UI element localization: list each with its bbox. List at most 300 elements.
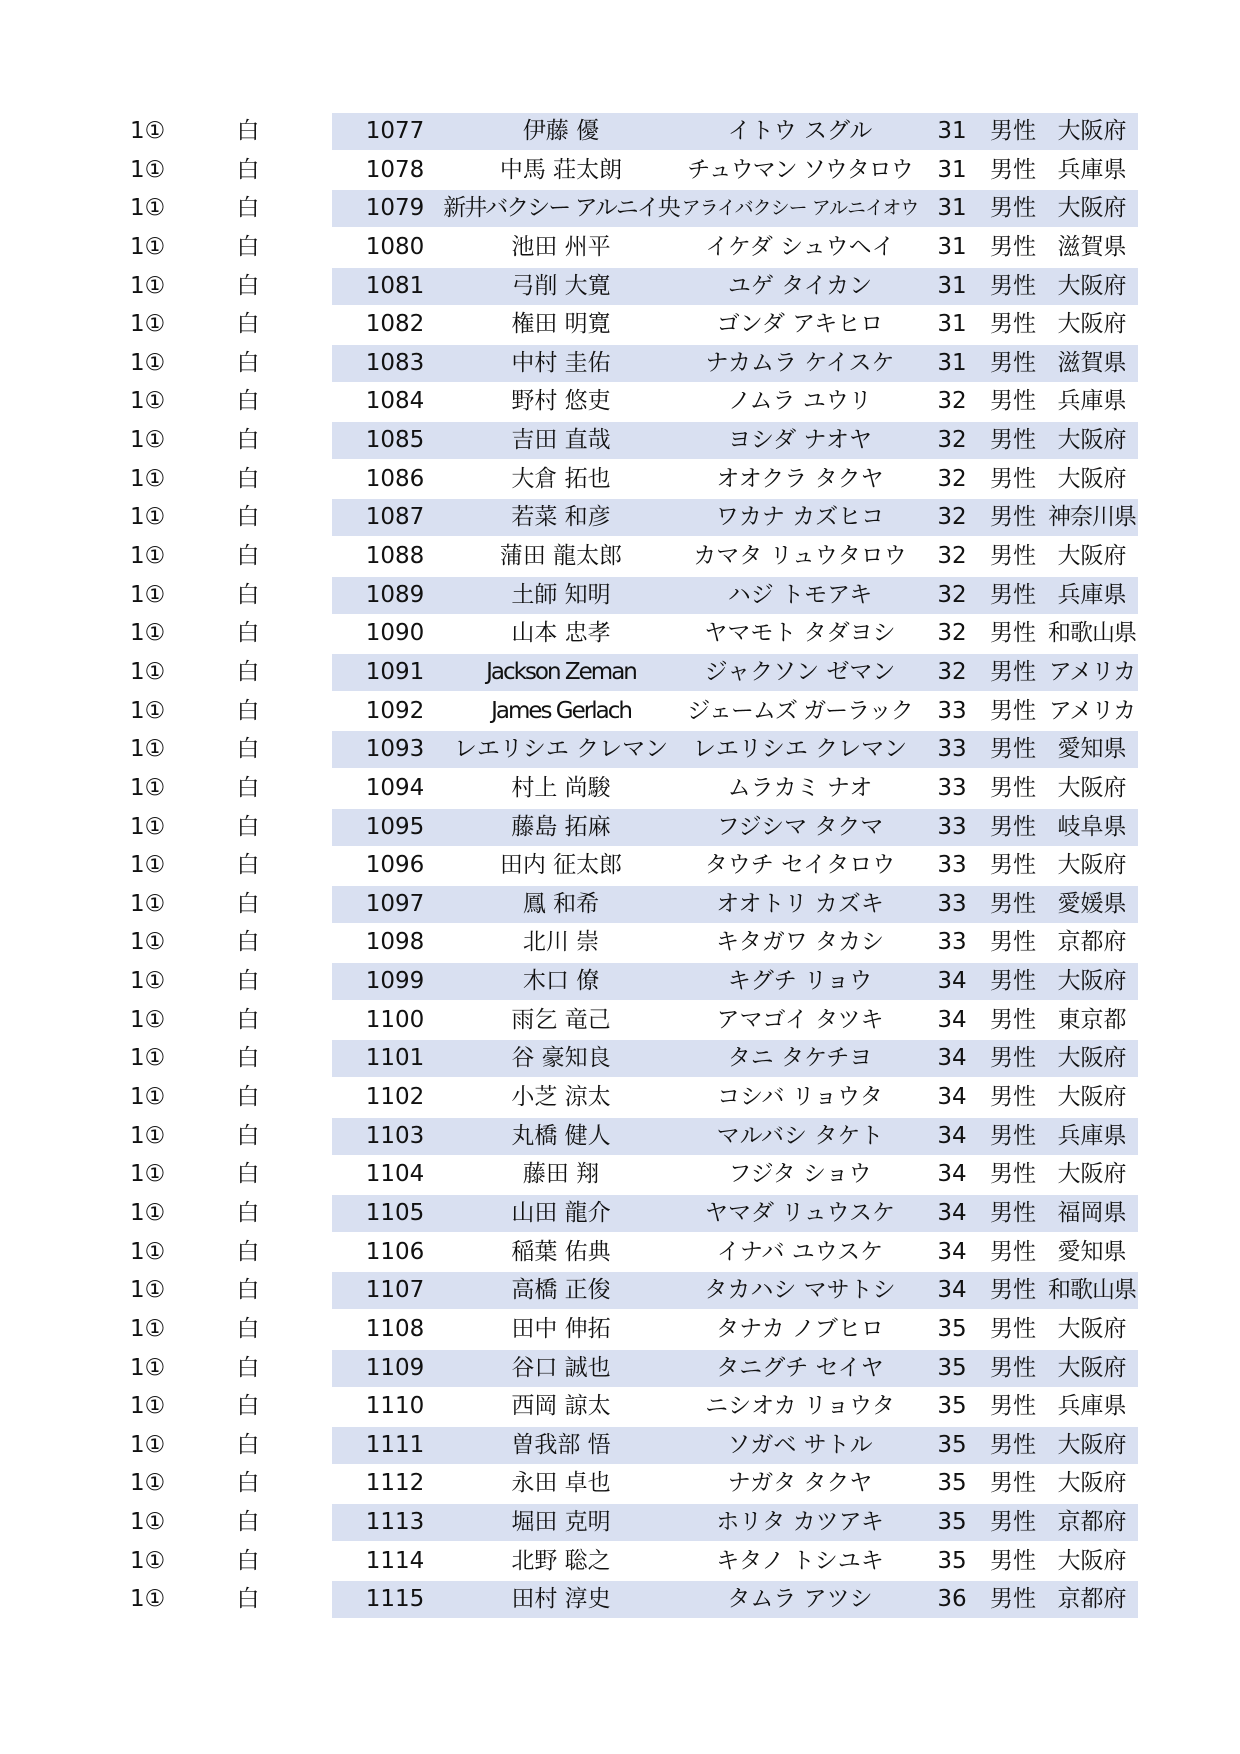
division-cell: 1① [130, 427, 166, 454]
division-cell: 1① [130, 581, 166, 608]
gender-cell: 男性 [990, 697, 1036, 724]
division-cell: 1① [130, 1161, 166, 1188]
gender-cell: 男性 [990, 1315, 1036, 1342]
kana-cell: アマゴイ タツキ [716, 1006, 884, 1033]
gender-cell: 男性 [990, 1547, 1036, 1574]
color-cell: 白 [236, 1470, 260, 1497]
division-cell: 1① [130, 1470, 166, 1497]
name-cell: James Gerlach [491, 697, 631, 724]
kana-cell: アライバクシー アルニイオウ [681, 197, 919, 220]
division-cell: 1① [130, 1006, 166, 1033]
kana-cell: ホリタ カツアキ [716, 1509, 884, 1536]
gender-cell: 男性 [990, 813, 1036, 840]
color-cell: 白 [236, 233, 260, 260]
age-cell: 34 [937, 1277, 967, 1304]
gender-cell: 男性 [990, 1045, 1036, 1072]
entry-number-cell: 1089 [365, 581, 425, 608]
color-cell: 白 [236, 774, 260, 801]
age-cell: 32 [937, 581, 967, 608]
entry-number-cell: 1087 [365, 504, 425, 531]
color-cell: 白 [236, 968, 260, 995]
gender-cell: 男性 [990, 890, 1036, 917]
age-cell: 35 [937, 1509, 967, 1536]
name-cell: 若菜 和彦 [511, 504, 611, 531]
kana-cell: タナカ ノブヒロ [716, 1315, 884, 1342]
gender-cell: 男性 [990, 1238, 1036, 1265]
prefecture-cell: 京都府 [1057, 1586, 1127, 1613]
gender-cell: 男性 [990, 658, 1036, 685]
table-row [130, 1427, 1140, 1466]
name-cell: 曽我部 悟 [511, 1431, 611, 1458]
prefecture-cell: 兵庫県 [1057, 156, 1127, 183]
name-cell: 雨乞 竜己 [511, 1006, 611, 1033]
table-row [130, 113, 1140, 152]
kana-cell: オオトリ カズキ [716, 890, 884, 917]
division-cell: 1① [130, 658, 166, 685]
entry-number-cell: 1106 [365, 1238, 425, 1265]
gender-cell: 男性 [990, 1393, 1036, 1420]
division-cell: 1① [130, 1354, 166, 1381]
name-cell: 吉田 直哉 [511, 427, 611, 454]
gender-cell: 男性 [990, 1354, 1036, 1381]
prefecture-cell: 大阪府 [1057, 1354, 1127, 1381]
table-row [130, 1543, 1140, 1582]
table-row [130, 731, 1140, 770]
entry-number-cell: 1102 [365, 1084, 425, 1111]
color-cell: 白 [236, 813, 260, 840]
age-cell: 31 [937, 349, 967, 376]
age-cell: 34 [937, 968, 967, 995]
table-row [130, 1465, 1140, 1504]
division-cell: 1① [130, 233, 166, 260]
gender-cell: 男性 [990, 736, 1036, 763]
name-cell: 高橋 正俊 [511, 1277, 611, 1304]
division-cell: 1① [130, 813, 166, 840]
name-cell: 村上 尚駿 [511, 774, 611, 801]
table-row [130, 1581, 1140, 1620]
kana-cell: イトウ スグル [727, 118, 873, 144]
age-cell: 34 [937, 1045, 967, 1072]
prefecture-cell: 兵庫県 [1057, 1393, 1127, 1420]
age-cell: 33 [937, 813, 967, 840]
division-cell: 1① [130, 1238, 166, 1265]
division-cell: 1① [130, 1586, 166, 1613]
division-cell: 1① [130, 118, 166, 144]
table-row [130, 499, 1140, 538]
entry-number-cell: 1081 [365, 272, 425, 299]
entry-number-cell: 1096 [365, 852, 425, 879]
age-cell: 34 [937, 1084, 967, 1111]
kana-cell: チュウマン ソウタロウ [687, 156, 913, 183]
color-cell: 白 [236, 465, 260, 492]
color-cell: 白 [236, 504, 260, 531]
name-cell: 北川 崇 [522, 929, 600, 956]
kana-cell: オオクラ タクヤ [716, 465, 884, 492]
kana-cell: ワカナ カズヒコ [715, 504, 885, 531]
color-cell: 白 [236, 1277, 260, 1304]
gender-cell: 男性 [990, 581, 1036, 608]
name-cell: 稲葉 佑典 [511, 1238, 611, 1265]
name-cell: 西岡 諒太 [511, 1393, 611, 1420]
age-cell: 35 [937, 1354, 967, 1381]
division-cell: 1① [130, 1199, 166, 1226]
table-row [130, 963, 1140, 1002]
entry-number-cell: 1100 [365, 1006, 425, 1033]
name-cell: 丸橋 健人 [511, 1122, 611, 1149]
age-cell: 36 [937, 1586, 967, 1613]
gender-cell: 男性 [990, 543, 1036, 570]
color-cell: 白 [236, 272, 260, 299]
division-cell: 1① [130, 1277, 166, 1304]
entry-number-cell: 1091 [365, 658, 425, 685]
age-cell: 34 [937, 1238, 967, 1265]
gender-cell: 男性 [990, 349, 1036, 376]
division-cell: 1① [130, 929, 166, 956]
name-cell: 中馬 荘太朗 [499, 156, 623, 183]
prefecture-cell: 滋賀県 [1057, 233, 1127, 260]
division-cell: 1① [130, 1393, 166, 1420]
age-cell: 34 [937, 1161, 967, 1188]
age-cell: 35 [937, 1431, 967, 1458]
entry-number-cell: 1107 [365, 1277, 425, 1304]
name-cell: レエリシエ クレマン [453, 736, 669, 763]
roster-table [130, 113, 1140, 1620]
prefecture-cell: 大阪府 [1057, 852, 1127, 879]
division-cell: 1① [130, 1315, 166, 1342]
prefecture-cell: 兵庫県 [1057, 1122, 1127, 1149]
table-row [130, 422, 1140, 461]
kana-cell: コシバ リョウタ [717, 1084, 883, 1111]
age-cell: 32 [937, 427, 967, 454]
table-row [130, 1388, 1140, 1427]
name-cell: 池田 州平 [511, 233, 611, 260]
age-cell: 31 [937, 311, 967, 338]
prefecture-cell: 滋賀県 [1057, 349, 1127, 376]
name-cell: 山田 龍介 [511, 1199, 611, 1226]
entry-number-cell: 1095 [365, 813, 425, 840]
age-cell: 32 [937, 620, 967, 647]
division-cell: 1① [130, 311, 166, 338]
table-row [130, 190, 1140, 229]
table-row [130, 1040, 1140, 1079]
name-cell: 田村 淳史 [511, 1586, 611, 1613]
kana-cell: ムラカミ ナオ [727, 774, 873, 801]
entry-number-cell: 1084 [365, 388, 425, 415]
color-cell: 白 [236, 156, 260, 183]
division-cell: 1① [130, 156, 166, 183]
division-cell: 1① [130, 1122, 166, 1149]
name-cell: 木口 僚 [522, 968, 600, 995]
gender-cell: 男性 [990, 1084, 1036, 1111]
table-row [130, 1234, 1140, 1273]
name-cell: 田内 征太郎 [499, 852, 623, 879]
entry-number-cell: 1092 [365, 697, 425, 724]
age-cell: 33 [937, 697, 967, 724]
prefecture-cell: 大阪府 [1057, 1470, 1127, 1497]
age-cell: 33 [937, 852, 967, 879]
color-cell: 白 [236, 1586, 260, 1613]
prefecture-cell: 大阪府 [1057, 195, 1127, 222]
gender-cell: 男性 [990, 465, 1036, 492]
table-row [130, 924, 1140, 963]
color-cell: 白 [236, 620, 260, 647]
kana-cell: イケダ シュウヘイ [705, 233, 895, 260]
entry-number-cell: 1115 [365, 1586, 425, 1613]
prefecture-cell: 大阪府 [1057, 465, 1127, 492]
kana-cell: タニ タケチヨ [727, 1045, 873, 1072]
division-cell: 1① [130, 388, 166, 415]
age-cell: 33 [937, 736, 967, 763]
entry-number-cell: 1094 [365, 774, 425, 801]
table-row [130, 770, 1140, 809]
table-row [130, 809, 1140, 848]
age-cell: 32 [937, 504, 967, 531]
division-cell: 1① [130, 852, 166, 879]
entry-number-cell: 1110 [365, 1393, 425, 1420]
color-cell: 白 [236, 349, 260, 376]
table-row [130, 306, 1140, 345]
color-cell: 白 [236, 1315, 260, 1342]
gender-cell: 男性 [990, 1470, 1036, 1497]
prefecture-cell: 兵庫県 [1057, 388, 1127, 415]
kana-cell: タニグチ セイヤ [716, 1354, 884, 1381]
table-row [130, 538, 1140, 577]
color-cell: 白 [236, 1509, 260, 1536]
kana-cell: フジシマ タクマ [716, 813, 884, 840]
entry-number-cell: 1108 [365, 1315, 425, 1342]
division-cell: 1① [130, 620, 166, 647]
name-cell: 小芝 涼太 [511, 1084, 611, 1111]
table-row [130, 615, 1140, 654]
color-cell: 白 [236, 1045, 260, 1072]
division-cell: 1① [130, 697, 166, 724]
name-cell: 田中 伸拓 [511, 1315, 611, 1342]
division-cell: 1① [130, 1045, 166, 1072]
entry-number-cell: 1104 [365, 1161, 425, 1188]
kana-cell: タムラ アツシ [727, 1586, 873, 1613]
division-cell: 1① [130, 1547, 166, 1574]
name-cell: 堀田 克明 [511, 1509, 611, 1536]
color-cell: 白 [236, 1006, 260, 1033]
prefecture-cell: 神奈川県 [1048, 504, 1136, 531]
prefecture-cell: 大阪府 [1057, 427, 1127, 454]
gender-cell: 男性 [990, 156, 1036, 183]
color-cell: 白 [236, 890, 260, 917]
gender-cell: 男性 [990, 1199, 1036, 1226]
color-cell: 白 [236, 427, 260, 454]
entry-number-cell: 1114 [365, 1547, 425, 1574]
prefecture-cell: 愛媛県 [1057, 890, 1127, 917]
entry-number-cell: 1085 [365, 427, 425, 454]
prefecture-cell: 大阪府 [1057, 118, 1127, 144]
kana-cell: ニシオカ リョウタ [705, 1393, 895, 1420]
division-cell: 1① [130, 1084, 166, 1111]
color-cell: 白 [236, 1393, 260, 1420]
prefecture-cell: 大阪府 [1057, 1045, 1127, 1072]
table-row [130, 1350, 1140, 1389]
age-cell: 35 [937, 1547, 967, 1574]
kana-cell: ヤマモト タダヨシ [704, 620, 896, 647]
table-row [130, 847, 1140, 886]
name-cell: 藤島 拓麻 [511, 813, 611, 840]
age-cell: 35 [937, 1393, 967, 1420]
name-cell: 北野 聡之 [511, 1547, 611, 1574]
age-cell: 34 [937, 1199, 967, 1226]
table-row [130, 383, 1140, 422]
gender-cell: 男性 [990, 774, 1036, 801]
gender-cell: 男性 [990, 1006, 1036, 1033]
kana-cell: フジタ ショウ [728, 1161, 872, 1188]
division-cell: 1① [130, 272, 166, 299]
name-cell: 伊藤 優 [522, 118, 600, 144]
prefecture-cell: 大阪府 [1057, 272, 1127, 299]
kana-cell: マルバシ タケト [716, 1122, 884, 1149]
division-cell: 1① [130, 774, 166, 801]
name-cell: 権田 明寛 [511, 311, 611, 338]
table-row [130, 886, 1140, 925]
entry-number-cell: 1103 [365, 1122, 425, 1149]
table-row [130, 1118, 1140, 1157]
kana-cell: イナバ ユウスケ [716, 1238, 884, 1265]
table-row [130, 1504, 1140, 1543]
kana-cell: レエリシエ クレマン [692, 736, 908, 763]
entry-number-cell: 1112 [365, 1470, 425, 1497]
kana-cell: ソガベ サトル [727, 1431, 873, 1458]
kana-cell: ヤマダ リュウスケ [705, 1199, 895, 1226]
name-cell: 新井バクシー アルニイ央 [443, 195, 679, 222]
kana-cell: ナカムラ ケイスケ [705, 349, 895, 376]
prefecture-cell: 東京都 [1057, 1006, 1127, 1033]
division-cell: 1① [130, 349, 166, 376]
gender-cell: 男性 [990, 620, 1036, 647]
color-cell: 白 [236, 311, 260, 338]
name-cell: 土師 知明 [511, 581, 611, 608]
age-cell: 35 [937, 1470, 967, 1497]
gender-cell: 男性 [990, 1509, 1036, 1536]
prefecture-cell: 大阪府 [1057, 774, 1127, 801]
table-row [130, 152, 1140, 191]
entry-number-cell: 1105 [365, 1199, 425, 1226]
name-cell: 谷 豪知良 [511, 1045, 611, 1072]
division-cell: 1① [130, 1431, 166, 1458]
kana-cell: ノムラ ユウリ [728, 388, 872, 415]
prefecture-cell: 大阪府 [1057, 968, 1127, 995]
table-row [130, 1272, 1140, 1311]
gender-cell: 男性 [990, 427, 1036, 454]
table-row [130, 268, 1140, 307]
division-cell: 1① [130, 465, 166, 492]
color-cell: 白 [236, 1547, 260, 1574]
age-cell: 31 [937, 272, 967, 299]
prefecture-cell: 大阪府 [1057, 1084, 1127, 1111]
entry-number-cell: 1109 [365, 1354, 425, 1381]
name-cell: 永田 卓也 [511, 1470, 611, 1497]
entry-number-cell: 1078 [365, 156, 425, 183]
kana-cell: キタガワ タカシ [715, 929, 885, 956]
color-cell: 白 [236, 1084, 260, 1111]
prefecture-cell: アメリカ [1048, 658, 1136, 685]
table-row [130, 1311, 1140, 1350]
prefecture-cell: 福岡県 [1057, 1199, 1127, 1226]
table-row [130, 1195, 1140, 1234]
age-cell: 35 [937, 1315, 967, 1342]
color-cell: 白 [236, 1238, 260, 1265]
division-cell: 1① [130, 1509, 166, 1536]
age-cell: 31 [937, 118, 967, 144]
entry-number-cell: 1077 [365, 118, 425, 144]
entry-number-cell: 1080 [365, 233, 425, 260]
prefecture-cell: 大阪府 [1057, 543, 1127, 570]
prefecture-cell: 大阪府 [1057, 1315, 1127, 1342]
kana-cell: ジャクソン ゼマン [704, 658, 896, 685]
division-cell: 1① [130, 968, 166, 995]
entry-number-cell: 1111 [365, 1431, 425, 1458]
entry-number-cell: 1113 [365, 1509, 425, 1536]
age-cell: 33 [937, 929, 967, 956]
prefecture-cell: 大阪府 [1057, 1547, 1127, 1574]
division-cell: 1① [130, 543, 166, 570]
name-cell: 中村 圭佑 [511, 349, 611, 376]
name-cell: 大倉 拓也 [511, 465, 611, 492]
name-cell: 蒲田 龍太郎 [499, 543, 623, 570]
color-cell: 白 [236, 1122, 260, 1149]
gender-cell: 男性 [990, 852, 1036, 879]
kana-cell: キタノ トシユキ [716, 1547, 884, 1574]
entry-number-cell: 1098 [365, 929, 425, 956]
color-cell: 白 [236, 1354, 260, 1381]
color-cell: 白 [236, 543, 260, 570]
prefecture-cell: 京都府 [1057, 929, 1127, 956]
entry-number-cell: 1099 [365, 968, 425, 995]
gender-cell: 男性 [990, 233, 1036, 260]
entry-number-cell: 1101 [365, 1045, 425, 1072]
gender-cell: 男性 [990, 311, 1036, 338]
table-row [130, 229, 1140, 268]
age-cell: 33 [937, 890, 967, 917]
color-cell: 白 [236, 388, 260, 415]
color-cell: 白 [236, 697, 260, 724]
color-cell: 白 [236, 1431, 260, 1458]
table-row [130, 693, 1140, 732]
prefecture-cell: 愛知県 [1057, 1238, 1127, 1265]
gender-cell: 男性 [990, 1161, 1036, 1188]
color-cell: 白 [236, 118, 260, 144]
gender-cell: 男性 [990, 118, 1036, 144]
entry-number-cell: 1082 [365, 311, 425, 338]
kana-cell: ヨシダ ナオヤ [728, 427, 872, 454]
prefecture-cell: 大阪府 [1057, 1161, 1127, 1188]
table-row [130, 654, 1140, 693]
prefecture-cell: 兵庫県 [1057, 581, 1127, 608]
name-cell: 野村 悠吏 [511, 388, 611, 415]
prefecture-cell: 愛知県 [1057, 736, 1127, 763]
color-cell: 白 [236, 581, 260, 608]
gender-cell: 男性 [990, 272, 1036, 299]
gender-cell: 男性 [990, 1277, 1036, 1304]
age-cell: 33 [937, 774, 967, 801]
age-cell: 32 [937, 543, 967, 570]
table-row [130, 577, 1140, 616]
table-row [130, 1156, 1140, 1195]
entry-number-cell: 1097 [365, 890, 425, 917]
kana-cell: カマタ リュウタロウ [693, 543, 907, 570]
age-cell: 32 [937, 465, 967, 492]
age-cell: 31 [937, 156, 967, 183]
color-cell: 白 [236, 658, 260, 685]
age-cell: 34 [937, 1122, 967, 1149]
name-cell: Jackson Zeman [486, 658, 636, 685]
entry-number-cell: 1090 [365, 620, 425, 647]
